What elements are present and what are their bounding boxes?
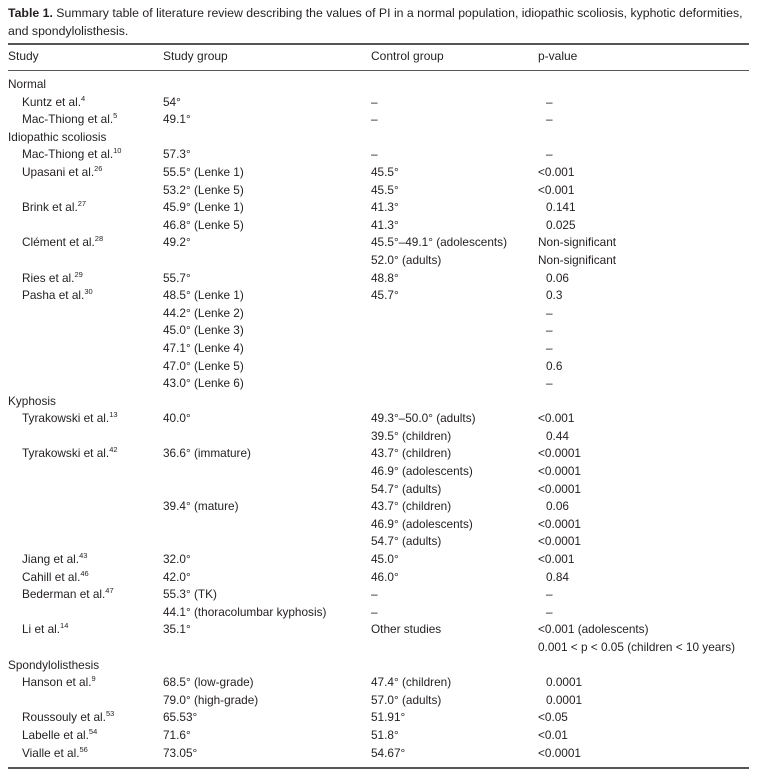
header-study: Study (8, 49, 39, 63)
study-cell (22, 94, 85, 111)
p-value-cell: <0.001 (538, 411, 575, 426)
study-group-cell: 36.6° (immature) (163, 446, 251, 461)
p-value-cell: <0.05 (538, 710, 568, 725)
study-group-cell: 65.53° (163, 710, 198, 725)
table-row (0, 745, 757, 763)
control-group-cell: 45.5° (371, 164, 399, 179)
study-name: Pasha et al. (22, 288, 85, 303)
study-cell (22, 287, 93, 304)
table-row (0, 445, 757, 463)
table-row (0, 270, 757, 288)
study-group-cell: 71.6° (163, 727, 191, 742)
caption-text: Summary table of literature review describing the values of PI in a normal population, idiopathic scoliosis, kyphotic deformities, and spondylolisthesis. (8, 6, 743, 38)
group-row (0, 129, 757, 147)
control-group-cell: 46.9° (adolescents) (371, 464, 473, 479)
control-group-cell: 48.8° (371, 270, 399, 285)
study-cell (22, 621, 68, 638)
study-group-cell: 68.5° (low-grade) (163, 675, 254, 690)
study-name: Tyrakowski et al. (22, 411, 110, 426)
study-cell (22, 709, 114, 726)
p-value-cell: <0.01 (538, 727, 568, 742)
reference-number: 42 (109, 445, 118, 455)
study-name: Li et al. (22, 622, 61, 637)
study-cell (22, 745, 88, 762)
p-value-cell: 0.025 (546, 217, 576, 232)
study-cell (22, 551, 87, 568)
study-cell (22, 410, 118, 427)
table-row (0, 569, 757, 587)
study-name: Hanson et al. (22, 675, 92, 690)
control-group-cell: 41.3° (371, 200, 399, 215)
study-group-cell: 43.0° (Lenke 6) (163, 376, 244, 391)
control-group-cell: – (371, 147, 378, 162)
study-cell (22, 674, 96, 691)
reference-number: 4 (81, 93, 86, 103)
table-row (0, 340, 757, 358)
reference-number: 29 (74, 269, 83, 279)
p-value-cell: <0.001 (538, 182, 575, 197)
table-row (0, 164, 757, 182)
p-value-cell: 0.44 (546, 428, 569, 443)
control-group-cell: 39.5° (children) (371, 428, 452, 443)
study-group-cell: 45.0° (Lenke 3) (163, 323, 244, 338)
p-value-cell: – (546, 94, 553, 109)
table-row (0, 481, 757, 499)
study-group-cell: 57.3° (163, 147, 191, 162)
table-row (0, 322, 757, 340)
study-cell (22, 234, 103, 251)
study-cell (22, 164, 102, 181)
reference-number: 14 (60, 621, 69, 631)
study-group-cell: 53.2° (Lenke 5) (163, 182, 244, 197)
table-row (0, 199, 757, 217)
p-value-cell: 0.0001 (546, 675, 583, 690)
p-value-cell: 0.6 (546, 358, 563, 373)
table-row (0, 709, 757, 727)
p-value-cell: 0.84 (546, 569, 569, 584)
control-group-cell: Other studies (371, 622, 442, 637)
study-cell (22, 270, 83, 287)
p-value-cell: <0.0001 (538, 481, 581, 496)
p-value-cell: 0.0001 (546, 692, 583, 707)
study-group-cell: 55.5° (Lenke 1) (163, 164, 244, 179)
study-name: Kuntz et al. (22, 94, 82, 109)
study-group-cell: 32.0° (163, 552, 191, 567)
study-cell (22, 146, 121, 163)
study-group-cell: 48.5° (Lenke 1) (163, 288, 244, 303)
control-group-cell: 57.0° (adults) (371, 692, 442, 707)
table-row (0, 410, 757, 428)
p-value-cell: 0.06 (546, 270, 569, 285)
control-group-cell: 43.7° (children) (371, 499, 452, 514)
control-group-cell: – (371, 587, 378, 602)
table-row (0, 621, 757, 639)
study-group-cell: 47.1° (Lenke 4) (163, 340, 244, 355)
p-value-cell: Non-significant (538, 235, 617, 250)
table-body (0, 76, 757, 762)
study-name: Vialle et al. (22, 745, 80, 760)
table-header (0, 49, 757, 66)
p-value-cell: – (546, 587, 553, 602)
header-study-group: Study group (163, 49, 228, 63)
study-group-cell: 49.1° (163, 112, 191, 127)
top-rule (8, 43, 749, 45)
table-row (0, 498, 757, 516)
group-label: Idiopathic scoliosis (8, 129, 107, 144)
table-caption (8, 4, 748, 40)
table-row (0, 234, 757, 252)
reference-number: 27 (77, 199, 87, 209)
table-row (0, 358, 757, 376)
reference-number: 54 (88, 726, 98, 736)
study-name: Brink et al. (22, 200, 78, 215)
p-value-cell: 0.06 (546, 499, 569, 514)
study-group-cell: 44.2° (Lenke 2) (163, 305, 244, 320)
p-value-cell: <0.0001 (538, 534, 581, 549)
study-name: Upasani et al. (22, 164, 95, 179)
study-name: Mac-Thiong et al. (22, 112, 114, 127)
study-cell (22, 569, 89, 586)
study-cell (22, 199, 86, 216)
table-row (0, 252, 757, 270)
study-group-cell: 45.9° (Lenke 1) (163, 200, 244, 215)
p-value-cell: Non-significant (538, 252, 617, 267)
table-row (0, 217, 757, 235)
table-row (0, 305, 757, 323)
p-value-cell: – (546, 604, 553, 619)
table-row (0, 604, 757, 622)
control-group-cell: 45.5°–49.1° (adolescents) (371, 235, 508, 250)
group-label: Spondylolisthesis (8, 657, 100, 672)
table-row (0, 674, 757, 692)
p-value-cell: <0.001 (538, 164, 575, 179)
study-group-cell: 73.05° (163, 745, 198, 760)
control-group-cell: 54.7° (adults) (371, 481, 442, 496)
header-p-value: p-value (538, 49, 578, 63)
study-group-cell: 39.4° (mature) (163, 499, 239, 514)
study-group-cell: 47.0° (Lenke 5) (163, 358, 244, 373)
table-row (0, 94, 757, 112)
table-row (0, 639, 757, 657)
group-row (0, 76, 757, 94)
control-group-cell: – (371, 94, 378, 109)
study-name: Bederman et al. (22, 587, 106, 602)
study-name: Clément et al. (22, 235, 95, 250)
study-group-cell: 42.0° (163, 569, 191, 584)
table-row (0, 182, 757, 200)
table-row (0, 375, 757, 393)
control-group-cell: 46.0° (371, 569, 399, 584)
table-row (0, 551, 757, 569)
study-group-cell: 35.1° (163, 622, 191, 637)
study-name: Roussouly et al. (22, 710, 106, 725)
reference-number: 9 (91, 674, 96, 684)
control-group-cell: 49.3°–50.0° (adults) (371, 411, 476, 426)
table-label: Table 1. (8, 6, 53, 20)
table-row (0, 727, 757, 745)
control-group-cell: 54.7° (adults) (371, 534, 442, 549)
reference-number: 47 (105, 586, 114, 596)
study-group-cell: 54° (163, 94, 181, 109)
table-row (0, 463, 757, 481)
p-value-cell: 0.141 (546, 200, 576, 215)
study-cell (22, 727, 97, 744)
control-group-cell: 51.8° (371, 727, 399, 742)
header-rule (8, 70, 749, 71)
p-value-cell: <0.0001 (538, 464, 581, 479)
group-label: Normal (8, 77, 47, 91)
study-name: Mac-Thiong et al. (22, 147, 114, 162)
study-name: Ries et al. (22, 270, 75, 285)
group-label: Kyphosis (8, 393, 56, 408)
study-cell (22, 586, 114, 603)
control-group-cell: 54.67° (371, 745, 406, 760)
p-value-cell: <0.0001 (538, 516, 581, 531)
control-group-cell: 47.4° (children) (371, 675, 452, 690)
p-value-cell: <0.001 (538, 552, 575, 567)
table-row (0, 111, 757, 129)
p-value-cell: – (546, 340, 553, 355)
p-value-cell: <0.001 (adolescents) (538, 622, 649, 637)
study-group-cell: 40.0° (163, 411, 191, 426)
study-name: Jiang et al. (22, 552, 80, 567)
reference-number: 13 (109, 410, 118, 420)
group-row (0, 393, 757, 411)
table-row (0, 586, 757, 604)
p-value-cell: – (546, 376, 553, 391)
reference-number: 10 (113, 146, 122, 156)
study-group-cell: 44.1° (thoracolumbar kyphosis) (163, 604, 327, 619)
reference-number: 53 (105, 709, 115, 719)
control-group-cell: 51.91° (371, 710, 406, 725)
header-control-group: Control group (371, 49, 444, 63)
table-row (0, 533, 757, 551)
p-value-cell: 0.3 (546, 288, 563, 303)
table-row (0, 287, 757, 305)
table-row (0, 516, 757, 534)
reference-number: 28 (94, 234, 104, 244)
reference-number: 56 (79, 744, 88, 754)
bottom-rule (8, 767, 749, 769)
table-row (0, 428, 757, 446)
group-row (0, 657, 757, 675)
reference-number: 26 (94, 163, 103, 173)
p-value-cell: – (546, 305, 553, 320)
p-value-cell: <0.0001 (538, 745, 581, 760)
reference-number: 5 (113, 111, 118, 121)
control-group-cell: 43.7° (children) (371, 446, 452, 461)
study-group-cell: 55.7° (163, 270, 191, 285)
p-value-cell: – (546, 147, 553, 162)
study-group-cell: 46.8° (Lenke 5) (163, 217, 244, 232)
reference-number: 46 (80, 568, 89, 578)
p-value-cell: – (546, 112, 553, 127)
p-value-cell: – (546, 323, 553, 338)
study-name: Labelle et al. (22, 727, 89, 742)
control-group-cell: 45.5° (371, 182, 399, 197)
control-group-cell: 45.7° (371, 288, 399, 303)
p-value-cell: 0.001 < p < 0.05 (children < 10 years) (538, 640, 736, 654)
control-group-cell: – (371, 112, 378, 127)
study-name: Cahill et al. (22, 569, 81, 584)
study-name: Tyrakowski et al. (22, 446, 110, 461)
control-group-cell: 45.0° (371, 552, 399, 567)
reference-number: 43 (79, 551, 88, 561)
study-cell (22, 445, 118, 462)
study-group-cell: 55.3° (TK) (163, 587, 217, 602)
reference-number: 30 (84, 287, 93, 297)
control-group-cell: – (371, 604, 378, 619)
study-cell (22, 111, 117, 128)
table-row (0, 146, 757, 164)
p-value-cell: <0.0001 (538, 446, 581, 461)
table-row (0, 692, 757, 710)
control-group-cell: 52.0° (adults) (371, 252, 442, 267)
control-group-cell: 41.3° (371, 217, 399, 232)
study-group-cell: 79.0° (high-grade) (163, 692, 259, 707)
study-group-cell: 49.2° (163, 235, 191, 250)
control-group-cell: 46.9° (adolescents) (371, 516, 473, 531)
